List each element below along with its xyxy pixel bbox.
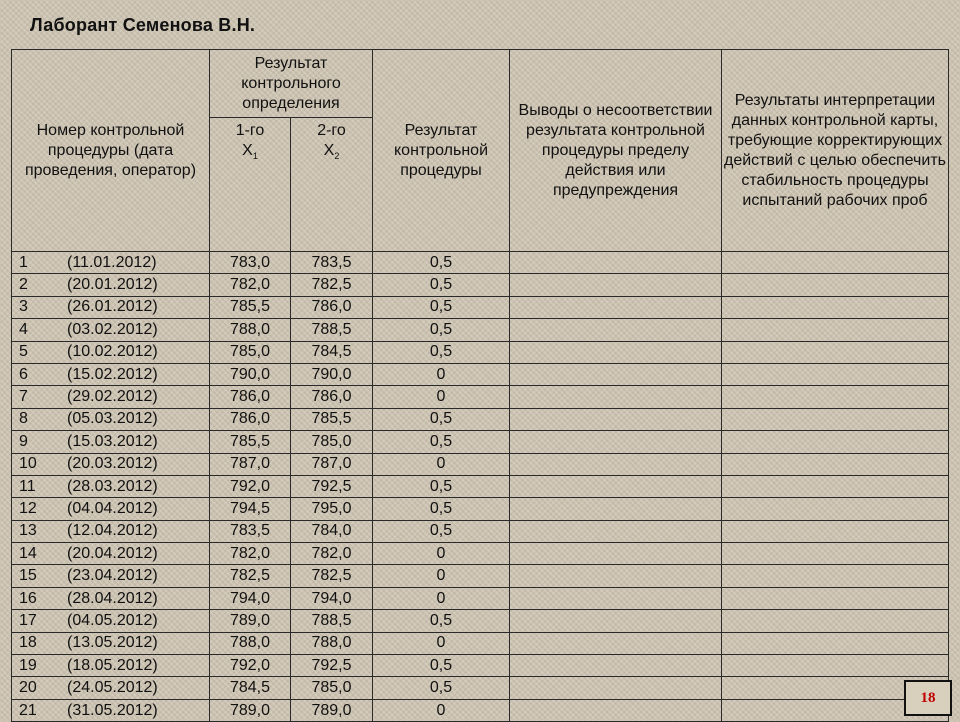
cell-result: 0 [373,699,510,721]
table-row [12,453,949,475]
cell-interpretation [722,475,949,497]
cell-conclusion [510,565,722,587]
table-header [12,50,949,252]
cell-result: 0 [373,386,510,408]
page-title: Лаборант Семенова В.Н. [30,15,256,35]
cell-interpretation [722,520,949,542]
cell-x2: 786,0 [291,386,373,408]
table-row [12,475,949,497]
cell-interpretation [722,655,949,677]
cell-number: 3 [19,298,28,316]
cell-result: 0 [373,632,510,654]
cell-procedure [12,475,210,497]
cell-procedure [12,274,210,296]
cell-number: 2 [19,276,28,294]
cell-x1: 782,5 [210,565,291,587]
cell-procedure [12,587,210,609]
cell-conclusion [510,610,722,632]
cell-interpretation [722,498,949,520]
cell-result: 0,5 [373,296,510,318]
cell-procedure [12,632,210,654]
table-row [12,655,949,677]
table-row [12,386,949,408]
cell-x1: 786,0 [210,408,291,430]
cell-date: (31.05.2012) [67,701,158,719]
cell-x1: 782,0 [210,543,291,565]
cell-date: (23.04.2012) [67,567,158,585]
cell-x2: 788,0 [291,632,373,654]
cell-result: 0,5 [373,408,510,430]
cell-date: (26.01.2012) [67,298,158,316]
cell-result: 0 [373,363,510,385]
cell-number: 1 [19,253,28,271]
cell-conclusion [510,453,722,475]
cell-conclusion [510,431,722,453]
table-body [12,252,949,722]
cell-x2: 785,0 [291,431,373,453]
header-x2-sub: 2 [334,151,340,162]
cell-procedure [12,252,210,274]
cell-x1: 788,0 [210,632,291,654]
cell-result: 0,5 [373,341,510,363]
cell-number: 17 [19,611,37,629]
table-row [12,520,949,542]
cell-x2: 789,0 [291,699,373,721]
cell-result: 0,5 [373,475,510,497]
cell-x2: 790,0 [291,363,373,385]
cell-conclusion [510,363,722,385]
cell-procedure [12,677,210,699]
cell-x2: 785,5 [291,408,373,430]
cell-x2: 784,0 [291,520,373,542]
page-number: 18 [920,689,936,706]
cell-x2: 788,5 [291,319,373,341]
table-row [12,498,949,520]
cell-number: 5 [19,343,28,361]
cell-number: 9 [19,432,28,450]
cell-x1: 783,5 [210,520,291,542]
cell-x2: 787,0 [291,453,373,475]
cell-result: 0,5 [373,520,510,542]
cell-number: 14 [19,544,37,562]
cell-conclusion [510,543,722,565]
cell-x1: 792,0 [210,475,291,497]
header-procedure-result: Результат контрольной процедуры [373,50,510,252]
cell-x2: 782,5 [291,565,373,587]
cell-interpretation [722,274,949,296]
table-row [12,632,949,654]
cell-conclusion [510,341,722,363]
cell-date: (24.05.2012) [67,679,158,697]
header-x2 [291,118,373,252]
cell-date: (28.03.2012) [67,477,158,495]
table-row [12,677,949,699]
header-conclusions: Выводы о несоответствии результата контрольной процедуры пределу действия или предупреждения [510,50,722,252]
header-x1 [210,118,291,252]
cell-number: 13 [19,522,37,540]
cell-date: (18.05.2012) [67,656,158,674]
page-number-box [904,680,952,716]
cell-number: 10 [19,455,37,473]
cell-result: 0,5 [373,274,510,296]
cell-x1: 789,0 [210,610,291,632]
table-row [12,543,949,565]
cell-procedure [12,408,210,430]
cell-date: (12.04.2012) [67,522,158,540]
cell-x1: 783,0 [210,252,291,274]
cell-interpretation [722,386,949,408]
cell-date: (13.05.2012) [67,634,158,652]
cell-conclusion [510,252,722,274]
cell-x1: 784,5 [210,677,291,699]
table-row [12,274,949,296]
cell-procedure [12,699,210,721]
cell-interpretation [722,363,949,385]
header-interpretation: Результаты интерпретации данных контрольной карты, требующие корректирующих действий с целью обеспечить стабильность процедуры испытаний рабочих проб [722,50,949,252]
cell-conclusion [510,408,722,430]
cell-result: 0,5 [373,431,510,453]
cell-x2: 784,5 [291,341,373,363]
cell-result: 0 [373,565,510,587]
cell-number: 11 [19,477,36,495]
cell-conclusion [510,386,722,408]
cell-number: 19 [19,656,37,674]
cell-conclusion [510,498,722,520]
cell-number: 16 [19,589,37,607]
cell-date: (20.01.2012) [67,276,158,294]
header-control-determination: Результат контрольного определения [210,50,373,118]
cell-procedure [12,520,210,542]
cell-interpretation [722,296,949,318]
cell-conclusion [510,319,722,341]
cell-date: (05.03.2012) [67,410,158,428]
cell-date: (11.01.2012) [67,253,157,271]
cell-date: (10.02.2012) [67,343,158,361]
cell-conclusion [510,632,722,654]
header-procedure-number: Номер контрольной процедуры (дата проведения, оператор) [12,50,210,252]
cell-date: (15.02.2012) [67,365,158,383]
cell-number: 15 [19,567,37,585]
table-row [12,296,949,318]
cell-x2: 788,5 [291,610,373,632]
cell-result: 0 [373,587,510,609]
cell-number: 21 [19,701,37,719]
table-row [12,363,949,385]
cell-conclusion [510,587,722,609]
cell-date: (28.04.2012) [67,589,158,607]
cell-interpretation [722,543,949,565]
cell-x1: 785,5 [210,296,291,318]
cell-interpretation [722,408,949,430]
cell-interpretation [722,431,949,453]
cell-number: 8 [19,410,28,428]
cell-x2: 786,0 [291,296,373,318]
cell-procedure [12,453,210,475]
cell-number: 12 [19,499,37,517]
cell-number: 6 [19,365,28,383]
cell-procedure [12,610,210,632]
cell-x2: 783,5 [291,252,373,274]
table-row [12,341,949,363]
cell-x1: 788,0 [210,319,291,341]
table-row [12,565,949,587]
cell-procedure [12,363,210,385]
table-row [12,587,949,609]
cell-date: (29.02.2012) [67,388,158,406]
cell-result: 0 [373,453,510,475]
cell-x1: 785,5 [210,431,291,453]
cell-x2: 792,5 [291,655,373,677]
cell-x1: 782,0 [210,274,291,296]
cell-result: 0,5 [373,498,510,520]
cell-x2: 782,0 [291,543,373,565]
cell-number: 4 [19,320,28,338]
cell-x2: 782,5 [291,274,373,296]
header-x1-label: 1-го [235,122,265,139]
cell-x1: 794,5 [210,498,291,520]
header-x1-sub: 1 [252,151,258,162]
cell-interpretation [722,632,949,654]
cell-result: 0 [373,543,510,565]
cell-procedure [12,543,210,565]
cell-procedure [12,386,210,408]
cell-date: (04.05.2012) [67,611,158,629]
cell-procedure [12,341,210,363]
cell-interpretation [722,341,949,363]
cell-date: (20.03.2012) [67,455,158,473]
cell-interpretation [722,587,949,609]
cell-conclusion [510,475,722,497]
cell-x1: 787,0 [210,453,291,475]
header-x2-label: 2-го [317,122,346,139]
cell-result: 0,5 [373,655,510,677]
cell-conclusion [510,699,722,721]
cell-x1: 785,0 [210,341,291,363]
cell-date: (20.04.2012) [67,544,158,562]
cell-x2: 795,0 [291,498,373,520]
cell-result: 0,5 [373,610,510,632]
cell-result: 0,5 [373,319,510,341]
cell-conclusion [510,655,722,677]
table-row [12,252,949,274]
cell-interpretation [722,252,949,274]
cell-conclusion [510,296,722,318]
cell-result: 0,5 [373,252,510,274]
cell-interpretation [722,610,949,632]
cell-conclusion [510,274,722,296]
cell-procedure [12,565,210,587]
cell-x2: 785,0 [291,677,373,699]
cell-number: 18 [19,634,37,652]
cell-x1: 792,0 [210,655,291,677]
cell-number: 20 [19,679,37,697]
header-x2-symbol: X [323,142,335,159]
cell-procedure [12,655,210,677]
cell-x1: 786,0 [210,386,291,408]
table-row [12,431,949,453]
cell-x1: 789,0 [210,699,291,721]
header-x1-symbol: X [242,142,253,159]
cell-number: 7 [19,388,28,406]
cell-procedure [12,296,210,318]
cell-date: (04.04.2012) [67,499,158,517]
cell-interpretation [722,565,949,587]
cell-x1: 790,0 [210,363,291,385]
cell-date: (15.03.2012) [67,432,158,450]
table-row [12,408,949,430]
cell-result: 0,5 [373,677,510,699]
cell-interpretation [722,319,949,341]
cell-interpretation [722,453,949,475]
cell-x1: 794,0 [210,587,291,609]
cell-conclusion [510,520,722,542]
cell-conclusion [510,677,722,699]
cell-x2: 792,5 [291,475,373,497]
cell-procedure [12,319,210,341]
cell-procedure [12,431,210,453]
table-row [12,319,949,341]
cell-procedure [12,498,210,520]
cell-date: (03.02.2012) [67,320,158,338]
table-row [12,699,949,721]
cell-x2: 794,0 [291,587,373,609]
table-row [12,610,949,632]
control-procedure-table [11,49,949,722]
